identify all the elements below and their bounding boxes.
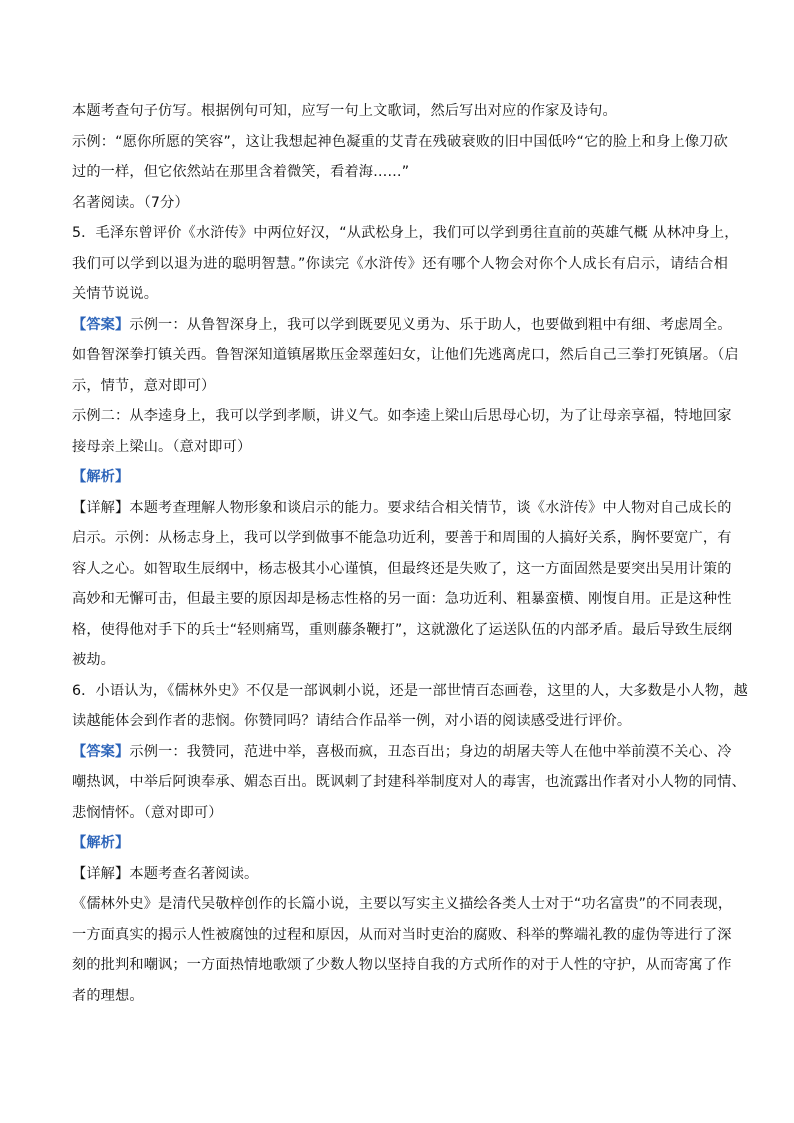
detail-line: 容人之心。如智取生辰纲中，杨志极其小心谨慎，但最终还是失败了，这一方面固然是要突出吴用计策的	[72, 560, 732, 577]
answer-text: 示例一：我赞同，范进中举，喜极而疯，丑态百出；身边的胡屠夫等人在他中举前漠不关心、冷	[129, 743, 732, 760]
answer-line: 嘲热讽，中举后阿谀奉承、媚态百出。既讽刺了封建科举制度对人的毒害，也流露出作者对小人物的同情、	[72, 774, 746, 790]
detail-line: 《儒林外史》是清代吴敬梓创作的长篇小说，主要以写实主义描绘各类人士对于“功名富贵”的不同表现，	[72, 896, 733, 912]
detail-line: 格，使得他对手下的兵士“轻则痛骂，重则藤条鞭打”，这就激化了运送队伍的内部矛盾。最后导致生辰纲	[72, 621, 733, 638]
question-6-line: 读越能体会到作者的悲悯。你赞同吗？请结合作品举一例，对小语的阅读感受进行评价。	[72, 713, 632, 729]
detail-line: 高妙和无懈可击，但最主要的原因却是杨志性格的另一面：急功近利、粗暴蛮横、刚愎自用。正是这种性	[72, 591, 732, 607]
detail-line: 启示。示例：从杨志身上，我可以学到做事不能急功近利，要善于和周围的人搞好关系，胸怀要宽广，有	[72, 530, 732, 546]
question-6-line: 6．小语认为，《儒林外史》不仅是一部讽刺小说，还是一部世情百态画卷，这里的人，大多数是小人物，越	[72, 682, 748, 699]
detail-line: 一方面真实的揭示人性被腐蚀的过程和原因，从而对当时吏治的腐败、科举的弊端礼教的虚伪等进行了深	[72, 926, 732, 943]
answer-line: 悲悯情怀。（意对即可）	[72, 804, 223, 821]
answer-text: 示例一：从鲁智深身上，我可以学到既要见义勇为、乐于助人，也要做到粗中有细、考虑周全。	[129, 316, 732, 333]
question-5-line: 5．毛泽东曾评价《水浒传》中两位好汉，“从武松身上，我们可以学到勇往直前的英雄气概 从林冲身上，	[72, 225, 739, 241]
detail-text: 本题考查理解人物形象和谈启示的能力。要求结合相关情节，谈《水浒传》中人物对自己成长的	[129, 499, 732, 516]
question-5-line: 我们可以学到以退为进的聪明智慧。”你读完《水浒传》还有哪个人物会对你个人成长有启示，请结合相	[72, 255, 728, 272]
detail-line: 被劫。	[72, 652, 116, 668]
answer-tag: 【答案】	[72, 316, 130, 333]
answer-line: 接母亲上梁山。（意对即可）	[72, 438, 252, 455]
answer-line	[72, 316, 732, 335]
intro-line: 本题考查句子仿写。根据例句可知，应写一句上文歌词，然后写出对应的作家及诗句。	[72, 103, 617, 119]
detail-tag: 【详解】	[72, 499, 130, 516]
question-5-line: 关情节说说。	[72, 286, 159, 302]
detail-text: 本题考查名著阅读。	[129, 865, 259, 882]
document-page	[72, 102, 748, 1017]
analysis-tag: 【解析】	[72, 469, 130, 485]
detail-tag: 【详解】	[72, 865, 130, 882]
answer-line	[72, 743, 732, 762]
analysis-line	[72, 468, 728, 487]
answer-line: 如鲁智深拳打镇关西。鲁智深知道镇屠欺压金翠莲妇女，让他们先逃离虎口，然后自己三拳打死镇屠。（启	[72, 347, 739, 363]
detail-line	[72, 865, 728, 884]
answer-line: 示，情节，意对即可）	[72, 377, 216, 394]
example-line: 过的一样，但它依然站在那里含着微笑，看着海……”	[72, 164, 410, 180]
answer-line: 示例二：从李逵身上，我可以学到孝顺，讲义气。如李逵上梁山后思母心切，为了让母亲享福，特地回家	[72, 408, 732, 424]
detail-line: 刻的批判和嘲讽；一方面热情地歌颂了少数人物以坚持自我的方式所作的对于人性的守护，从而寄寓了作	[72, 957, 732, 973]
detail-line: 者的理想。	[72, 987, 144, 1004]
section-title: 名著阅读。（7分）	[72, 194, 189, 211]
analysis-line	[72, 834, 728, 853]
analysis-tag: 【解析】	[72, 835, 130, 851]
example-line: 示例：“愿你所愿的笑容”，这让我想起神色凝重的艾青在残破衰败的旧中国低吟“它的脸上和身上像刀砍	[72, 133, 728, 150]
detail-line	[72, 499, 732, 518]
answer-tag: 【答案】	[72, 743, 130, 760]
